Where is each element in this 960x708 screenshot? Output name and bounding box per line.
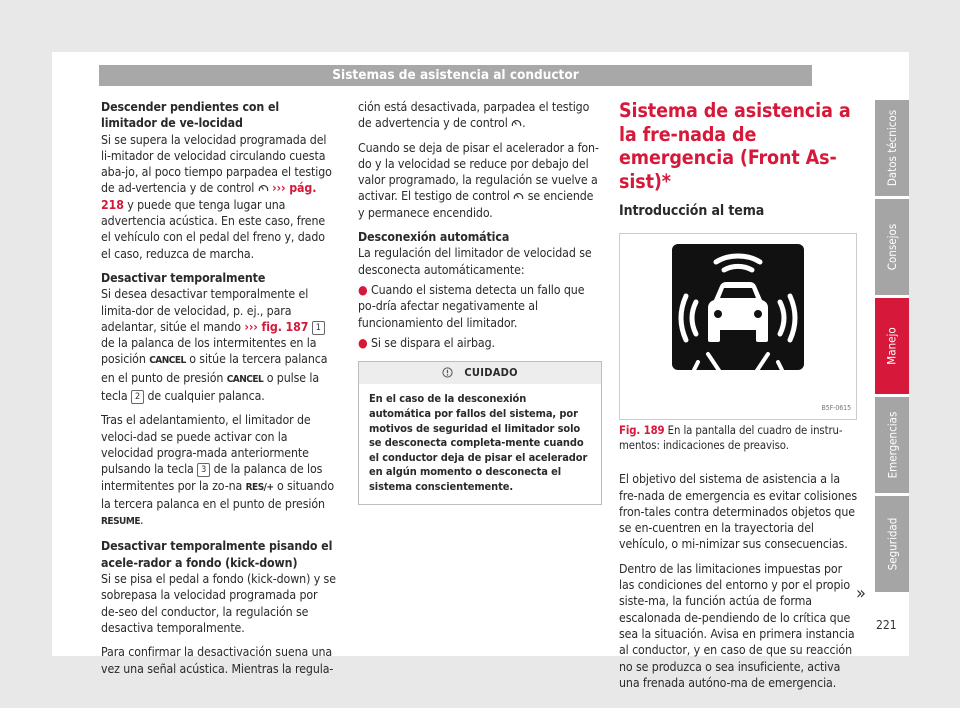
info-circle-icon [442, 367, 453, 378]
bullet-icon: ● [358, 282, 368, 297]
column-right [619, 99, 859, 699]
figure-caption: Fig. 189 En la pantalla del cuadro de instru-mentos: indicaciones de preaviso. [619, 424, 843, 452]
list-item: ● Cuando el sistema detecta un fallo que po-dría afectar negativamente al funcionamiento del limitador. [358, 282, 585, 330]
speed-limiter-icon [258, 183, 269, 194]
tab-consejos[interactable]: Consejos [875, 199, 909, 295]
key-label: CANCEL [149, 355, 186, 367]
page-reference-link[interactable]: ››› pág. 218 [101, 181, 317, 212]
paragraph-descending: Descender pendientes con el limitador de ve-locidad Si se supera la velocidad programada del li-mitador de velocidad circulando cuesta aba-jo, al poco tiempo parpadea el testigo de ad-vertencia y de control ››› pág. 218 y puede que tenga lugar una advertencia acústica. En este caso, frene el vehículo con el pedal del freno y, dado el caso, reduzca de marcha. [101, 100, 332, 261]
speed-limiter-icon [511, 118, 522, 129]
list-item: ● Si se dispara el airbag. [358, 335, 495, 350]
continue-marker: » [856, 583, 866, 604]
section-title: Sistema de asistencia a la fre-nada de emergencia (Front As-sist)* [619, 99, 851, 193]
bullet-icon: ● [358, 335, 368, 350]
figure-reference-link[interactable]: ››› fig. 187 [244, 319, 309, 334]
section-subtitle: Introducción al tema [619, 203, 765, 219]
subheading-auto-disconnect: Desconexión automática [358, 230, 510, 245]
tab-manejo[interactable]: Manejo [875, 298, 909, 394]
subheading-deactivate: Desactivar temporalmente [101, 270, 266, 285]
paragraph-auto-disconnect: Desconexión automática La regulación del limitador de velocidad se desconecta automáticamente: [358, 230, 592, 277]
manual-page [52, 52, 909, 690]
paragraph-reactivation: Cuando se deja de pisar el acelerador a fon-do y la velocidad se reduce por debajo del valor programado, la regulación se vuelve a activar. El testigo de control se enciende y permanece encendido. [358, 140, 599, 220]
paragraph-blinking: ción está desactivada, parpadea el testigo de advertencia y de control . [358, 100, 590, 131]
caution-header [359, 362, 601, 384]
subheading-descending: Descender pendientes con el limitador de ve-locidad [101, 100, 280, 131]
figure-front-assist [619, 233, 857, 420]
callout-number: 2 [131, 390, 144, 404]
column-middle [358, 99, 602, 505]
callout-number: 3 [197, 463, 210, 477]
speed-limiter-icon [513, 191, 524, 202]
caution-text: En el caso de la desconexión automática por fallos del sistema, por motivos de seguridad el limitador solo se desconecta completa-mente cuando el conductor deja de pisar el acelerador en algún momento o desconecta el sistema conscientemente. [369, 392, 588, 494]
front-assist-warning-icon [620, 234, 856, 419]
key-label: CANCEL [226, 373, 264, 385]
chapter-tabs [875, 100, 909, 595]
page-number: 221 [876, 618, 897, 632]
key-label: RESUME [101, 516, 140, 528]
caution-box [358, 361, 602, 504]
paragraph-deactivate: Desactivar temporalmente Si desea desactivar temporalmente el limita-dor de velocidad, p. ej., para adelantar, sitúe el mando ››› fig. 187 1 de la palanca de los intermitentes en la posición CANCEL o sitúe la tercera palanca en el punto de presión CANCEL o pulse la tecla 2 de cualquier palanca. [101, 270, 328, 404]
tab-datos-tecnicos[interactable]: Datos técnicos [875, 100, 909, 196]
figure-label: Fig. 189 [619, 424, 665, 438]
paragraph-objective: El objetivo del sistema de asistencia a la fre-nada de emergencia es evitar colisiones fron-tales contra determinados objetos que se en-cuentren en la trayectoria del vehículo, o mi-nimizar sus consecuencias. [619, 472, 858, 552]
paragraph-reactivate: Tras el adelantamiento, el limitador de veloci-dad se puede activar con la velocidad progra-mada anteriormente pulsando la tecla 3 de la palanca de los intermitentes por la zo-na RES/+ o situando la tercera palanca en el punto de presión RESUME. [101, 413, 334, 528]
tab-emergencias[interactable]: Emergencias [875, 397, 909, 493]
key-label: RES/+ [245, 481, 274, 493]
tab-seguridad[interactable]: Seguridad [875, 496, 909, 592]
callout-number: 1 [312, 321, 325, 335]
column-left [101, 99, 337, 685]
paragraph-kickdown: Desactivar temporalmente pisando el acele-rador a fondo (kick-down) Si se pisa el pedal a fondo (kick-down) y se sobrepasa la velocidad programada por de-seo del conductor, la regulación se desactiva temporalmente. [101, 539, 336, 635]
section-header: Sistemas de asistencia al conductor [99, 65, 812, 86]
subheading-kickdown: Desactivar temporalmente pisando el acele-rador a fondo (kick-down) [101, 539, 333, 570]
paragraph-limitations: Dentro de las limitaciones impuestas por las condiciones del entorno y por el propio siste-ma, la función actúa de forma escalonada de-pendiendo de lo crítica que sea la situación. Avisa en primera instancia al conductor, y en caso de que su reacción no se produzca o sea insuficiente, activa una frenada autóno-ma de emergencia. [619, 561, 855, 690]
figure-code: B5F-0615 [821, 404, 851, 412]
paragraph-confirm: Para confirmar la desactivación suena una vez una señal acústica. Mientras la regula- [101, 645, 334, 676]
caution-title: CUIDADO [464, 366, 518, 380]
